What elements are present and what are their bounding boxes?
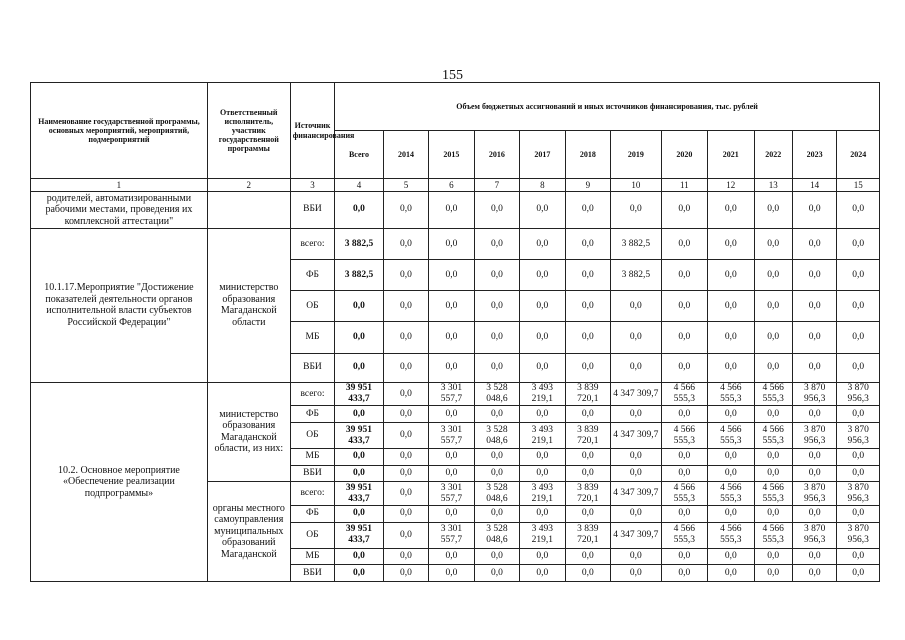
measure-name: родителей, автоматизированными рабочими местами, проведения их комплексной аттестации" [31,192,208,229]
year-value-2018: 3 839 720,1 [565,382,610,406]
year-value-2023: 0,0 [792,228,836,259]
year-value-2017: 0,0 [520,406,565,423]
year-value-2023: 3 870 956,3 [792,522,836,548]
year-value-2023: 0,0 [792,291,836,322]
year-value-2017: 0,0 [520,548,565,565]
total-value: 0,0 [335,548,384,565]
column-number: 5 [383,179,428,192]
year-value-2018: 0,0 [565,548,610,565]
year-value-2021: 4 566 555,3 [708,482,754,506]
header-year-2022: 2022 [754,131,792,179]
column-number: 12 [708,179,754,192]
year-value-2019: 0,0 [611,465,662,482]
year-value-2015: 0,0 [429,565,474,582]
year-value-2021: 0,0 [708,406,754,423]
year-value-2022: 0,0 [754,406,792,423]
year-value-2019: 0,0 [611,353,662,382]
year-value-2017: 0,0 [520,291,565,322]
column-number: 6 [429,179,474,192]
header-name: Наименование государственной программы, основных мероприятий, мероприятий, подмероприятий [31,83,208,179]
year-value-2020: 0,0 [661,353,707,382]
total-value: 0,0 [335,291,384,322]
year-value-2022: 0,0 [754,548,792,565]
year-value-2020: 4 566 555,3 [661,482,707,506]
year-value-2018: 0,0 [565,406,610,423]
year-value-2023: 3 870 956,3 [792,382,836,406]
year-value-2021: 0,0 [708,565,754,582]
year-value-2020: 0,0 [661,465,707,482]
year-value-2022: 0,0 [754,291,792,322]
year-value-2017: 0,0 [520,465,565,482]
funding-source: ФБ [290,406,334,423]
funding-source: МБ [290,322,334,353]
year-value-2019: 3 882,5 [611,228,662,259]
year-value-2024: 3 870 956,3 [837,382,880,406]
year-value-2018: 3 839 720,1 [565,423,610,449]
funding-source: ОБ [290,522,334,548]
year-value-2019: 4 347 309,7 [611,482,662,506]
column-number: 15 [837,179,880,192]
year-value-2014: 0,0 [383,465,428,482]
measure-name: 10.2. Основное мероприятие «Обеспечение реализации подпрограммы» [31,382,208,581]
column-number: 13 [754,179,792,192]
year-value-2023: 0,0 [792,449,836,466]
year-value-2016: 0,0 [474,260,519,291]
year-value-2021: 4 566 555,3 [708,522,754,548]
year-value-2014: 0,0 [383,291,428,322]
column-number: 4 [335,179,384,192]
year-value-2015: 3 301 557,7 [429,382,474,406]
year-value-2015: 3 301 557,7 [429,423,474,449]
year-value-2022: 0,0 [754,192,792,229]
column-number: 10 [611,179,662,192]
funding-source: ВБИ [290,353,334,382]
total-value: 39 951 433,7 [335,382,384,406]
year-value-2016: 3 528 048,6 [474,423,519,449]
year-value-2015: 0,0 [429,548,474,565]
year-value-2015: 3 301 557,7 [429,522,474,548]
year-value-2024: 3 870 956,3 [837,482,880,506]
year-value-2016: 0,0 [474,406,519,423]
column-number: 14 [792,179,836,192]
year-value-2021: 4 566 555,3 [708,382,754,406]
header-year-2016: 2016 [474,131,519,179]
year-value-2018: 0,0 [565,192,610,229]
year-value-2020: 0,0 [661,192,707,229]
year-value-2022: 0,0 [754,465,792,482]
year-value-2015: 3 301 557,7 [429,482,474,506]
total-value: 0,0 [335,465,384,482]
header-year-2014: 2014 [383,131,428,179]
year-value-2022: 4 566 555,3 [754,423,792,449]
year-value-2020: 0,0 [661,228,707,259]
year-value-2023: 0,0 [792,322,836,353]
funding-source: МБ [290,548,334,565]
year-value-2022: 0,0 [754,322,792,353]
year-value-2023: 0,0 [792,548,836,565]
responsible-executor: органы местного самоуправления муниципальных образований Магаданской [207,482,290,582]
responsible-executor: министерство образования Магаданской области [207,228,290,382]
year-value-2017: 0,0 [520,192,565,229]
year-value-2020: 0,0 [661,506,707,523]
year-value-2024: 0,0 [837,260,880,291]
year-value-2016: 0,0 [474,449,519,466]
year-value-2015: 0,0 [429,506,474,523]
column-number: 7 [474,179,519,192]
year-value-2016: 0,0 [474,506,519,523]
year-value-2022: 0,0 [754,228,792,259]
year-value-2021: 0,0 [708,228,754,259]
year-value-2021: 0,0 [708,291,754,322]
table-header [31,83,880,192]
year-value-2024: 0,0 [837,449,880,466]
year-value-2021: 0,0 [708,192,754,229]
year-value-2020: 0,0 [661,260,707,291]
year-value-2024: 0,0 [837,192,880,229]
year-value-2017: 0,0 [520,228,565,259]
year-value-2017: 3 493 219,1 [520,382,565,406]
year-value-2019: 4 347 309,7 [611,382,662,406]
budget-table [30,82,880,582]
total-value: 3 882,5 [335,260,384,291]
year-value-2020: 0,0 [661,449,707,466]
column-number: 3 [290,179,334,192]
header-year-2020: 2020 [661,131,707,179]
responsible-executor [207,192,290,229]
funding-source: ВБИ [290,192,334,229]
year-value-2014: 0,0 [383,522,428,548]
year-value-2016: 0,0 [474,322,519,353]
column-number: 1 [31,179,208,192]
total-value: 39 951 433,7 [335,482,384,506]
year-value-2022: 0,0 [754,565,792,582]
year-value-2024: 0,0 [837,465,880,482]
column-number: 2 [207,179,290,192]
year-value-2024: 0,0 [837,565,880,582]
year-value-2020: 0,0 [661,322,707,353]
year-value-2021: 0,0 [708,322,754,353]
year-value-2023: 0,0 [792,465,836,482]
year-value-2016: 0,0 [474,465,519,482]
year-value-2016: 3 528 048,6 [474,522,519,548]
year-value-2021: 4 566 555,3 [708,423,754,449]
measure-name: 10.1.17.Мероприятие "Достижение показателей деятельности органов исполнительной власти субъектов Российской Федерации" [31,228,208,382]
year-value-2015: 0,0 [429,449,474,466]
year-value-2020: 0,0 [661,406,707,423]
table-row [31,192,880,229]
year-value-2024: 3 870 956,3 [837,423,880,449]
year-value-2020: 4 566 555,3 [661,382,707,406]
header-year-2023: 2023 [792,131,836,179]
year-value-2015: 0,0 [429,406,474,423]
year-value-2016: 0,0 [474,291,519,322]
year-value-2016: 0,0 [474,192,519,229]
year-value-2015: 0,0 [429,322,474,353]
year-value-2019: 0,0 [611,506,662,523]
year-value-2014: 0,0 [383,548,428,565]
total-value: 0,0 [335,192,384,229]
year-value-2017: 3 493 219,1 [520,482,565,506]
header-year-2017: 2017 [520,131,565,179]
year-value-2023: 0,0 [792,353,836,382]
year-value-2019: 0,0 [611,548,662,565]
year-value-2017: 0,0 [520,260,565,291]
funding-source: всего: [290,382,334,406]
funding-source: МБ [290,449,334,466]
year-value-2023: 0,0 [792,260,836,291]
year-value-2024: 0,0 [837,322,880,353]
year-value-2019: 0,0 [611,291,662,322]
year-value-2014: 0,0 [383,565,428,582]
year-value-2021: 0,0 [708,465,754,482]
year-value-2018: 0,0 [565,260,610,291]
funding-source: всего: [290,228,334,259]
year-value-2021: 0,0 [708,506,754,523]
year-value-2016: 0,0 [474,228,519,259]
year-value-2015: 0,0 [429,228,474,259]
year-value-2017: 3 493 219,1 [520,423,565,449]
year-value-2018: 0,0 [565,506,610,523]
year-value-2014: 0,0 [383,406,428,423]
year-value-2017: 0,0 [520,353,565,382]
column-number: 8 [520,179,565,192]
year-value-2022: 4 566 555,3 [754,482,792,506]
year-value-2015: 0,0 [429,291,474,322]
header-total: Всего [335,131,384,179]
year-value-2018: 0,0 [565,465,610,482]
header-year-2018: 2018 [565,131,610,179]
total-value: 39 951 433,7 [335,423,384,449]
year-value-2016: 0,0 [474,548,519,565]
year-value-2024: 0,0 [837,291,880,322]
year-value-2014: 0,0 [383,192,428,229]
funding-source: ВБИ [290,565,334,582]
year-value-2019: 0,0 [611,406,662,423]
year-value-2023: 0,0 [792,192,836,229]
total-value: 0,0 [335,449,384,466]
year-value-2024: 0,0 [837,506,880,523]
table-body [31,192,880,582]
year-value-2018: 0,0 [565,291,610,322]
funding-source: ОБ [290,291,334,322]
funding-source: ФБ [290,506,334,523]
year-value-2015: 0,0 [429,353,474,382]
year-value-2021: 0,0 [708,449,754,466]
year-value-2024: 0,0 [837,548,880,565]
year-value-2014: 0,0 [383,423,428,449]
table-row [31,382,880,406]
year-value-2014: 0,0 [383,482,428,506]
year-value-2023: 0,0 [792,506,836,523]
funding-source: всего: [290,482,334,506]
total-value: 3 882,5 [335,228,384,259]
year-value-2023: 3 870 956,3 [792,423,836,449]
year-value-2017: 0,0 [520,506,565,523]
year-value-2014: 0,0 [383,260,428,291]
header-year-2019: 2019 [611,131,662,179]
year-value-2019: 0,0 [611,322,662,353]
table-row [31,228,880,259]
year-value-2019: 3 882,5 [611,260,662,291]
year-value-2022: 0,0 [754,449,792,466]
year-value-2018: 0,0 [565,449,610,466]
year-value-2020: 0,0 [661,565,707,582]
header-year-2015: 2015 [429,131,474,179]
year-value-2023: 0,0 [792,565,836,582]
year-value-2022: 0,0 [754,260,792,291]
year-value-2020: 0,0 [661,548,707,565]
year-value-2014: 0,0 [383,322,428,353]
year-value-2016: 3 528 048,6 [474,482,519,506]
header-year-2024: 2024 [837,131,880,179]
year-value-2014: 0,0 [383,506,428,523]
total-value: 39 951 433,7 [335,522,384,548]
year-value-2022: 0,0 [754,506,792,523]
funding-source: ОБ [290,423,334,449]
year-value-2014: 0,0 [383,228,428,259]
total-value: 0,0 [335,406,384,423]
page-number: 155 [442,68,463,83]
year-value-2020: 4 566 555,3 [661,423,707,449]
year-value-2016: 3 528 048,6 [474,382,519,406]
year-value-2014: 0,0 [383,382,428,406]
year-value-2015: 0,0 [429,192,474,229]
year-value-2016: 0,0 [474,565,519,582]
header-responsible: Ответственный исполнитель, участник государственной программы [207,83,290,179]
year-value-2018: 3 839 720,1 [565,482,610,506]
year-value-2024: 0,0 [837,353,880,382]
year-value-2022: 4 566 555,3 [754,522,792,548]
year-value-2024: 3 870 956,3 [837,522,880,548]
year-value-2016: 0,0 [474,353,519,382]
year-value-2023: 3 870 956,3 [792,482,836,506]
total-value: 0,0 [335,506,384,523]
funding-source: ВБИ [290,465,334,482]
year-value-2014: 0,0 [383,449,428,466]
year-value-2014: 0,0 [383,353,428,382]
header-source: Источник финансирования [290,83,334,179]
year-value-2020: 0,0 [661,291,707,322]
total-value: 0,0 [335,353,384,382]
year-value-2024: 0,0 [837,406,880,423]
responsible-executor: министерство образования Магаданской области, из них: [207,382,290,482]
year-value-2018: 0,0 [565,228,610,259]
year-value-2020: 4 566 555,3 [661,522,707,548]
header-year-2021: 2021 [708,131,754,179]
column-number: 9 [565,179,610,192]
year-value-2024: 0,0 [837,228,880,259]
year-value-2018: 0,0 [565,565,610,582]
year-value-2015: 0,0 [429,465,474,482]
total-value: 0,0 [335,322,384,353]
funding-source: ФБ [290,260,334,291]
year-value-2015: 0,0 [429,260,474,291]
year-value-2019: 0,0 [611,449,662,466]
year-value-2018: 3 839 720,1 [565,522,610,548]
header-funding: Объем бюджетных ассигнований и иных источников финансирования, тыс. рублей [335,83,880,131]
year-value-2019: 4 347 309,7 [611,423,662,449]
year-value-2018: 0,0 [565,322,610,353]
year-value-2018: 0,0 [565,353,610,382]
year-value-2017: 0,0 [520,449,565,466]
year-value-2017: 0,0 [520,565,565,582]
year-value-2023: 0,0 [792,406,836,423]
year-value-2021: 0,0 [708,548,754,565]
year-value-2022: 0,0 [754,353,792,382]
total-value: 0,0 [335,565,384,582]
year-value-2017: 0,0 [520,322,565,353]
year-value-2022: 4 566 555,3 [754,382,792,406]
year-value-2017: 3 493 219,1 [520,522,565,548]
year-value-2019: 0,0 [611,192,662,229]
year-value-2021: 0,0 [708,260,754,291]
year-value-2021: 0,0 [708,353,754,382]
column-number: 11 [661,179,707,192]
year-value-2019: 4 347 309,7 [611,522,662,548]
year-value-2019: 0,0 [611,565,662,582]
